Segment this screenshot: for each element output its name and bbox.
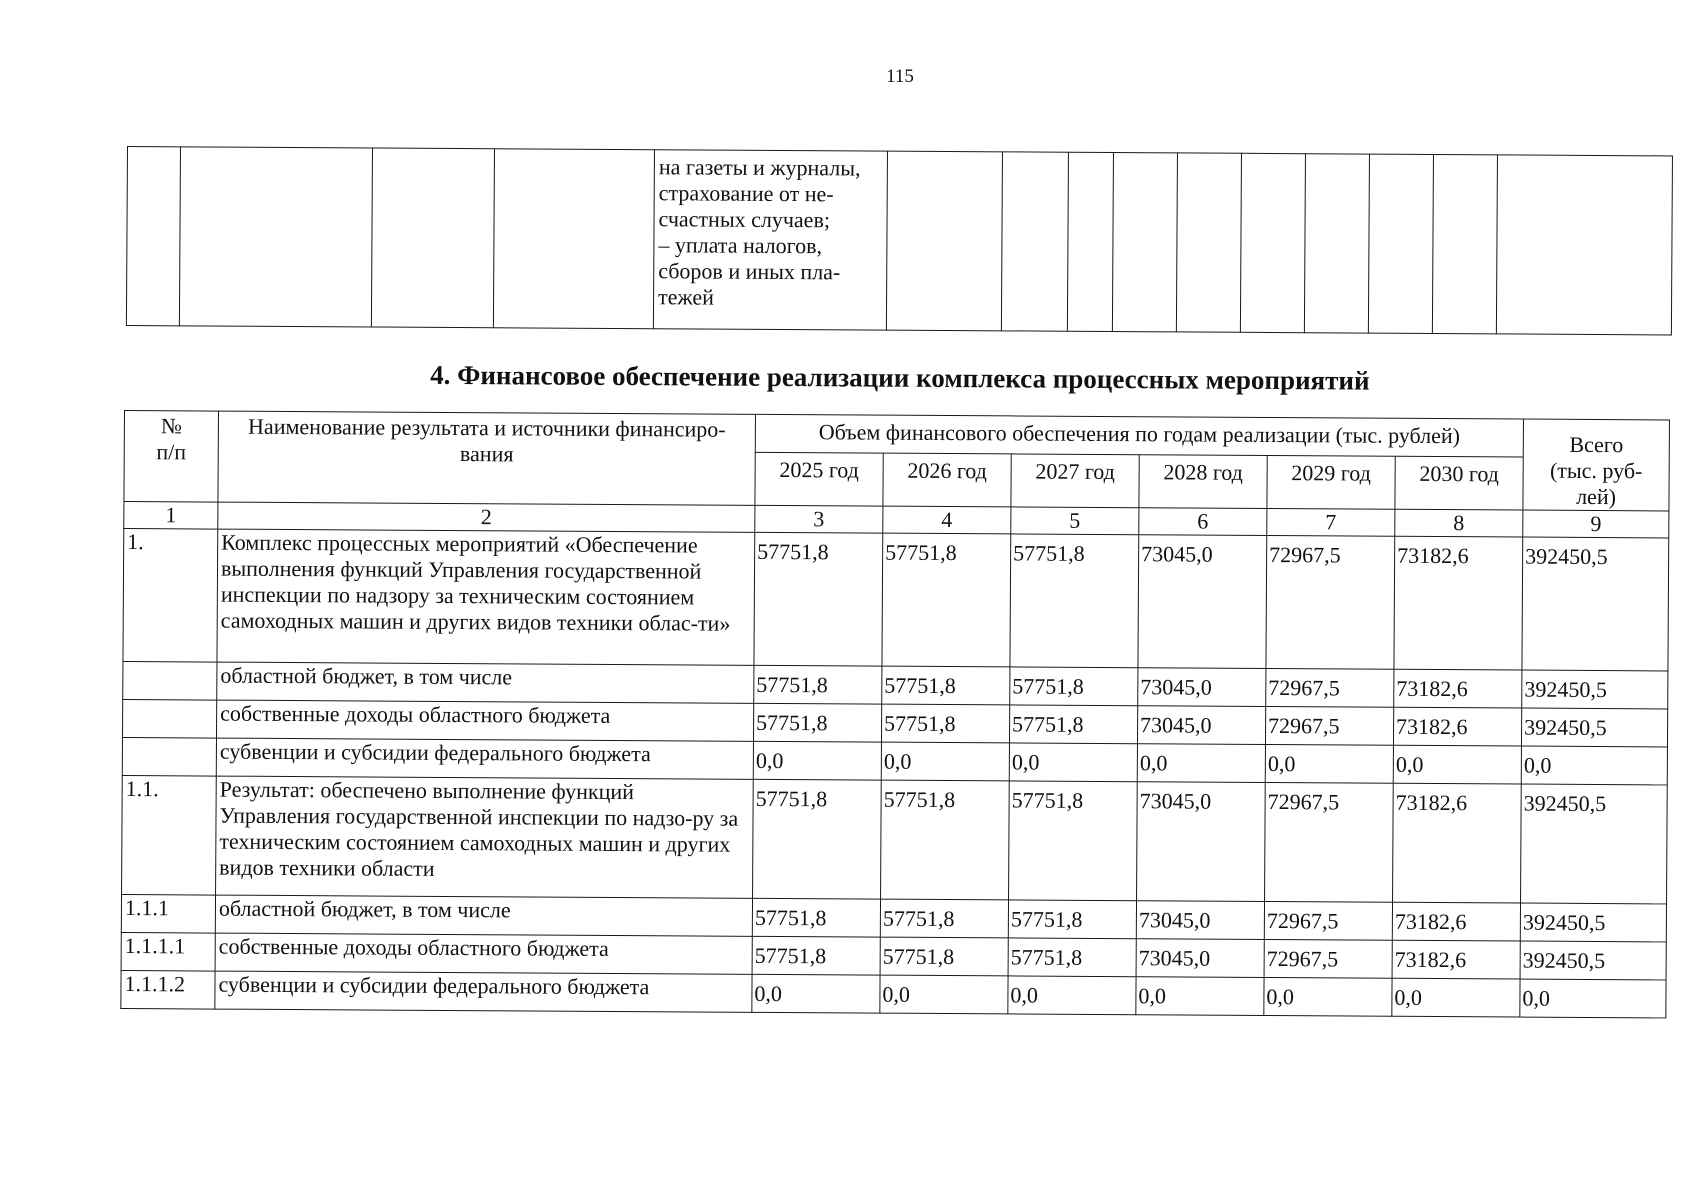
row-value: 0,0: [1137, 744, 1265, 783]
row-value: 72967,5: [1264, 939, 1392, 978]
row-number: 1.1.: [122, 775, 217, 895]
row-value: 0,0: [1393, 745, 1521, 784]
row-value: 72967,5: [1264, 901, 1392, 940]
table-row: [123, 529, 1669, 671]
row-value: 57751,8: [1010, 667, 1138, 706]
cont-cell: [886, 151, 1002, 331]
row-name: собственные доходы областного бюджета: [215, 933, 752, 974]
row-number: 1.1.1.1: [121, 932, 215, 971]
row-value: 0,0: [1392, 978, 1520, 1017]
row-value: 0,0: [880, 975, 1008, 1014]
header-name: Наименование результата и источники финансиро-вания: [218, 411, 756, 505]
column-index: 2: [218, 502, 755, 532]
row-number: 1.1.1.2: [121, 970, 215, 1009]
cont-cell: [1240, 153, 1305, 332]
cont-cell: [1112, 153, 1177, 332]
row-value: 0,0: [1265, 744, 1393, 783]
header-year: 2029 год: [1267, 455, 1395, 509]
row-value: 57751,8: [882, 666, 1010, 705]
column-index: 4: [883, 506, 1011, 534]
row-value: 57751,8: [1008, 900, 1136, 939]
row-value: 57751,8: [880, 937, 1008, 976]
row-value: 73182,6: [1393, 707, 1521, 746]
row-value: 73045,0: [1138, 668, 1266, 707]
row-total: 0,0: [1521, 746, 1667, 785]
cont-cell: [126, 147, 180, 326]
row-value: 0,0: [753, 741, 881, 780]
page-number: 115: [886, 66, 914, 87]
row-value: 57751,8: [754, 532, 883, 666]
row-name: Результат: обеспечено выполнение функций Управления государственной инспекции по надзо-ру за техническим состоянием самоходных машин и других видов техники области: [216, 776, 754, 898]
table-row: [122, 775, 1668, 903]
row-value: 73182,6: [1392, 940, 1520, 979]
row-total: 392450,5: [1521, 784, 1668, 904]
row-total: 392450,5: [1520, 903, 1666, 942]
continuation-table: [126, 146, 1673, 335]
header-row: [124, 411, 1669, 458]
header-volume: Объем финансового обеспечения по годам реализации (тыс. рублей): [755, 414, 1523, 456]
row-value: 73045,0: [1138, 535, 1267, 669]
row-value: 57751,8: [881, 704, 1009, 743]
column-index: 9: [1523, 510, 1669, 538]
row-name: Комплекс процессных мероприятий «Обеспечение выполнения функций Управления государственной инспекции по надзору за техническим состоянием самоходных машин и других видов техники облас-ти»: [217, 529, 755, 665]
row-value: 57751,8: [1008, 938, 1136, 977]
header-year: 2025 год: [755, 452, 883, 506]
row-value: 57751,8: [752, 898, 880, 937]
row-value: 0,0: [1264, 977, 1392, 1016]
row-total: 392450,5: [1522, 537, 1669, 671]
row-total: 392450,5: [1522, 708, 1668, 747]
continuation-text: на газеты и журналы, страхование от не- счастных случаев; – уплата налогов, сборов и иных пла- тежей: [653, 150, 887, 330]
row-value: 73045,0: [1137, 782, 1266, 902]
row-value: 57751,8: [753, 779, 882, 899]
row-name: собственные доходы областного бюджета: [216, 700, 753, 741]
row-value: 0,0: [881, 742, 1009, 781]
row-value: 57751,8: [753, 703, 881, 742]
row-name: субвенции и субсидии федерального бюджета: [215, 971, 752, 1012]
cont-cell: [1432, 154, 1497, 333]
row-name: областной бюджет, в том числе: [217, 662, 754, 703]
cont-cell: [179, 147, 372, 327]
row-value: 73045,0: [1136, 939, 1264, 978]
cont-cell: [1001, 152, 1068, 331]
row-number: [122, 737, 216, 776]
header-total: Всего (тыс. руб-лей): [1523, 419, 1670, 511]
row-value: 0,0: [1009, 743, 1137, 782]
row-value: 57751,8: [1010, 534, 1139, 668]
column-index: 1: [124, 502, 218, 530]
column-index: 8: [1395, 509, 1523, 537]
continuation-row: [126, 147, 1672, 335]
column-index: 6: [1139, 508, 1267, 536]
row-value: 0,0: [1008, 976, 1136, 1015]
row-value: 72967,5: [1265, 782, 1394, 902]
row-total: 392450,5: [1522, 670, 1668, 709]
header-year: 2028 год: [1139, 454, 1267, 508]
row-value: 73182,6: [1392, 902, 1520, 941]
cont-cell: [371, 148, 494, 328]
row-value: 73045,0: [1136, 901, 1264, 940]
row-total: 392450,5: [1520, 941, 1666, 980]
row-value: 0,0: [1136, 977, 1264, 1016]
cont-cell: [1496, 155, 1672, 335]
row-value: 73045,0: [1137, 706, 1265, 745]
column-index: 7: [1267, 508, 1395, 536]
cont-cell: [493, 149, 654, 329]
cont-cell: [1368, 154, 1433, 333]
row-value: 0,0: [752, 974, 880, 1013]
header-year: 2030 год: [1395, 456, 1523, 510]
cont-cell: [1176, 153, 1241, 332]
row-value: 72967,5: [1266, 535, 1395, 669]
column-index: 3: [755, 505, 883, 533]
row-number: 1.1.1: [121, 894, 215, 933]
header-year: 2027 год: [1011, 453, 1139, 507]
row-number: [123, 661, 217, 700]
row-value: 73182,6: [1394, 669, 1522, 708]
row-value: 57751,8: [882, 533, 1011, 667]
row-value: 57751,8: [881, 780, 1010, 900]
row-number: [122, 699, 216, 738]
row-name: субвенции и субсидии федерального бюджета: [216, 738, 753, 779]
row-number: 1.: [123, 529, 218, 663]
row-value: 72967,5: [1266, 668, 1394, 707]
row-value: 57751,8: [1009, 781, 1138, 901]
section-title: 4. Финансовое обеспечение реализации комплекса процессных мероприятий: [430, 359, 1370, 396]
header-year: 2026 год: [883, 453, 1011, 507]
cont-cell: [1067, 152, 1113, 331]
row-value: 73182,6: [1393, 783, 1522, 903]
cont-cell: [1304, 154, 1369, 333]
row-value: 57751,8: [880, 899, 1008, 938]
column-index: 5: [1011, 507, 1139, 535]
row-value: 57751,8: [754, 665, 882, 704]
table-row: [121, 970, 1666, 1017]
row-value: 72967,5: [1265, 706, 1393, 745]
header-num: № п/п: [124, 411, 219, 503]
row-name: областной бюджет, в том числе: [215, 895, 752, 936]
row-value: 57751,8: [752, 936, 880, 975]
row-value: 73182,6: [1394, 536, 1523, 670]
row-total: 0,0: [1520, 979, 1666, 1018]
financing-table: [120, 410, 1670, 1018]
row-value: 57751,8: [1009, 705, 1137, 744]
